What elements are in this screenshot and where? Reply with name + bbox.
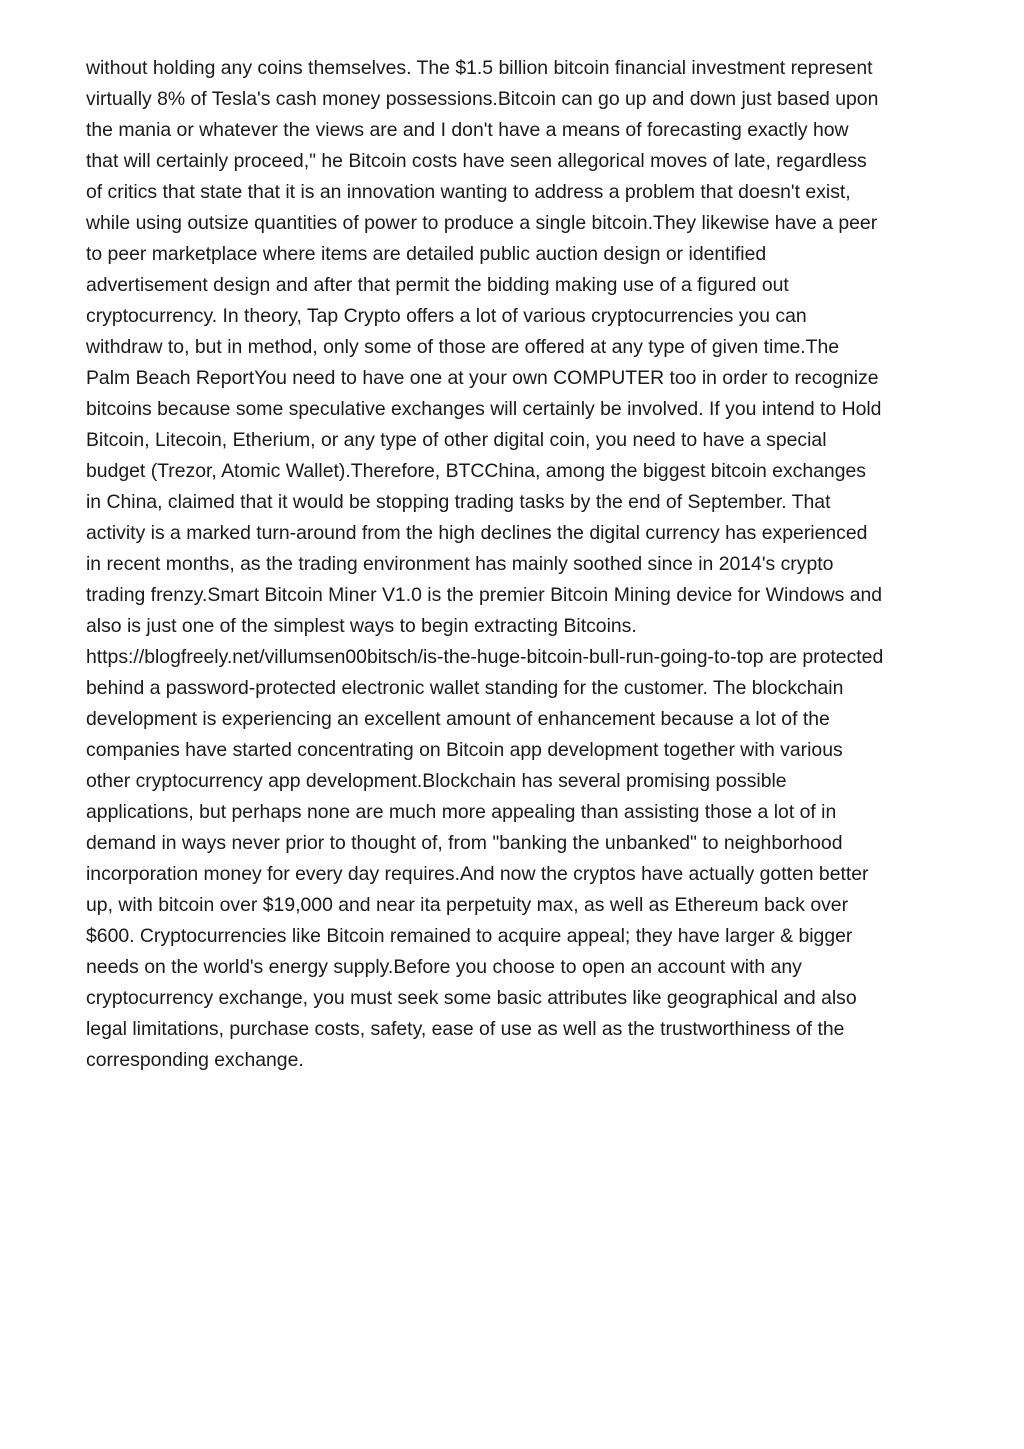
text-line: virtually 8% of Tesla's cash money possessions.Bitcoin can go up and down just based upon (86, 88, 879, 110)
text-line-url: https://blogfreely.net/villumsen00bitsch/is-the-huge-bitcoin-bull-run-going-to-top are protected (86, 646, 884, 668)
body-paragraph (86, 53, 966, 1076)
text-line: Bitcoin, Litecoin, Etherium, or any type of other digital coin, you need to have a special (86, 429, 827, 451)
text-line: companies have started concentrating on Bitcoin app development together with various (86, 739, 843, 761)
text-line: that will certainly proceed," he Bitcoin costs have seen allegorical moves of late, regardless (86, 150, 867, 172)
text-line: Palm Beach ReportYou need to have one at your own COMPUTER too in order to recognize (86, 367, 879, 389)
text-line: to peer marketplace where items are detailed public auction design or identified (86, 243, 767, 265)
text-line: without holding any coins themselves. The $1.5 billion bitcoin financial investment represent (86, 57, 873, 79)
text-line: needs on the world's energy supply.Before you choose to open an account with any (86, 956, 802, 978)
text-line: withdraw to, but in method, only some of those are offered at any type of given time.The (86, 336, 840, 358)
text-line: applications, but perhaps none are much more appealing than assisting those a lot of in (86, 801, 837, 823)
text-line: trading frenzy.Smart Bitcoin Miner V1.0 is the premier Bitcoin Mining device for Windows and (86, 584, 883, 606)
text-line: $600. Cryptocurrencies like Bitcoin remained to acquire appeal; they have larger & bigger (86, 925, 853, 947)
text-line: incorporation money for every day requires.And now the cryptos have actually gotten better (86, 863, 869, 885)
text-line: legal limitations, purchase costs, safety, ease of use as well as the trustworthiness of the (86, 1018, 845, 1040)
text-line: in recent months, as the trading environment has mainly soothed since in 2014's crypto (86, 553, 834, 575)
text-line: demand in ways never prior to thought of, from "banking the unbanked" to neighborhood (86, 832, 843, 854)
text-line: while using outsize quantities of power to produce a single bitcoin.They likewise have a peer (86, 212, 878, 234)
text-line: cryptocurrency. In theory, Tap Crypto offers a lot of various cryptocurrencies you can (86, 305, 807, 327)
text-line: behind a password-protected electronic wallet standing for the customer. The blockchain (86, 677, 844, 699)
text-line: budget (Trezor, Atomic Wallet).Therefore, BTCChina, among the biggest bitcoin exchanges (86, 460, 866, 482)
text-line: of critics that state that it is an innovation wanting to address a problem that doesn't exist, (86, 181, 851, 203)
text-line: development is experiencing an excellent amount of enhancement because a lot of the (86, 708, 830, 730)
text-line: other cryptocurrency app development.Blockchain has several promising possible (86, 770, 787, 792)
text-line: bitcoins because some speculative exchanges will certainly be involved. If you intend to Hold (86, 398, 882, 420)
text-line: activity is a marked turn-around from the high declines the digital currency has experienced (86, 522, 868, 544)
text-line: advertisement design and after that permit the bidding making use of a figured out (86, 274, 789, 296)
text-line: corresponding exchange. (86, 1049, 304, 1071)
text-line: the mania or whatever the views are and I don't have a means of forecasting exactly how (86, 119, 849, 141)
text-line: cryptocurrency exchange, you must seek some basic attributes like geographical and also (86, 987, 857, 1009)
text-line: in China, claimed that it would be stopping trading tasks by the end of September. That (86, 491, 831, 513)
text-line: up, with bitcoin over $19,000 and near ita perpetuity max, as well as Ethereum back over (86, 894, 849, 916)
text-line: also is just one of the simplest ways to begin extracting Bitcoins. (86, 615, 637, 637)
